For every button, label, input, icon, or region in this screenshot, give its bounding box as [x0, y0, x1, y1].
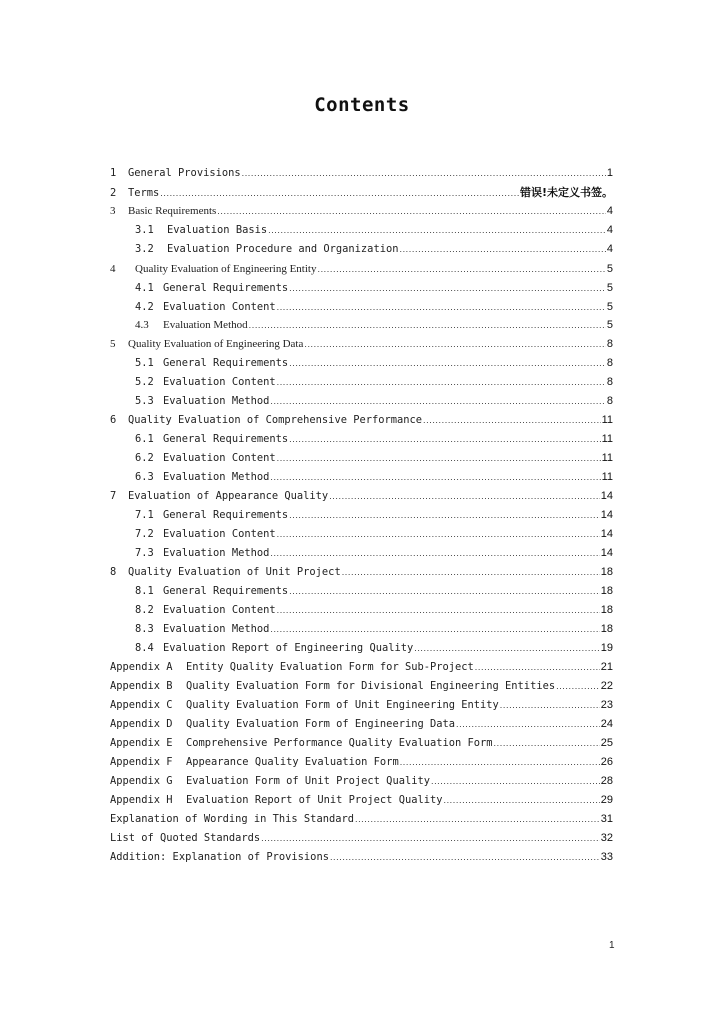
toc-entry-label: [110, 696, 499, 715]
toc-entry-number: 7.2: [135, 528, 154, 540]
toc-entry-label: [110, 487, 328, 506]
toc-entry-title: General Requirements: [163, 585, 289, 597]
toc-leader-dots: [277, 373, 606, 392]
toc-entry-page: 5: [606, 301, 613, 313]
toc-entry[interactable]: [135, 430, 613, 449]
toc-entry[interactable]: [110, 164, 613, 183]
toc-entry-page: 18: [600, 623, 613, 635]
toc-entry-label: [110, 791, 442, 810]
toc-entry-title: Quality Evaluation of Unit Project: [128, 566, 341, 578]
toc-leader-dots: [317, 260, 605, 279]
toc-entry-label: [135, 354, 288, 373]
toc-entry-title: Evaluation Method: [163, 623, 270, 635]
toc-leader-dots: [330, 848, 600, 867]
toc-entry-label: [110, 202, 216, 221]
toc-entry-title: General Requirements: [163, 433, 289, 445]
toc-entry-title: Evaluation Basis: [167, 224, 268, 236]
toc-entry-page: 5: [606, 282, 613, 294]
toc-entry[interactable]: [135, 506, 613, 525]
toc-entry-page: 19: [600, 642, 613, 654]
toc-entry-number: 6.2: [135, 452, 154, 464]
toc-leader-dots: [289, 430, 600, 449]
toc-entry[interactable]: [110, 848, 613, 867]
toc-entry[interactable]: [135, 316, 613, 335]
toc-entry-number: 6.1: [135, 433, 154, 445]
toc-entry-page: 28: [600, 775, 613, 787]
toc-entry-number: 7.3: [135, 547, 154, 559]
toc-entry-page: 11: [601, 433, 613, 445]
toc-leader-dots: [289, 354, 606, 373]
toc-entry[interactable]: [110, 335, 613, 354]
toc-entry-label: [110, 829, 260, 848]
toc-entry-label: [110, 260, 316, 279]
toc-entry-page: 11: [601, 414, 613, 426]
toc-entry-number: 6.3: [135, 471, 154, 483]
toc-entry-page: 4: [606, 205, 613, 217]
toc-entry-label: [110, 184, 159, 203]
toc-entry[interactable]: [110, 696, 613, 715]
toc-entry-number: 4.2: [135, 301, 154, 313]
toc-leader-dots: [277, 449, 601, 468]
toc-entry-title: Evaluation of Appearance Quality: [128, 490, 329, 502]
toc-entry-title: Evaluation Content: [163, 376, 276, 388]
toc-leader-dots: [277, 525, 600, 544]
toc-entry-number: 8.1: [135, 585, 154, 597]
toc-leader-dots: [500, 696, 600, 715]
toc-entry-page: 14: [600, 547, 613, 559]
toc-entry[interactable]: [110, 734, 613, 753]
toc-leader-dots: [494, 734, 600, 753]
toc-entry-label: [110, 164, 241, 183]
toc-entry-page: 33: [600, 851, 613, 863]
toc-leader-dots: [268, 221, 606, 240]
toc-entry[interactable]: [135, 620, 613, 639]
toc-entry-page: 29: [600, 794, 613, 806]
page-number: 1: [609, 940, 615, 951]
toc-leader-dots: [289, 279, 606, 298]
toc-entry[interactable]: [135, 392, 613, 411]
toc-entry-label: [135, 279, 288, 298]
toc-entry-title: General Requirements: [163, 282, 289, 294]
toc-entry[interactable]: [135, 279, 613, 298]
toc-entry-page: 22: [600, 680, 613, 692]
toc-leader-dots: [400, 753, 600, 772]
toc-entry-title: Evaluation Content: [163, 528, 276, 540]
toc-entry-label: [135, 373, 276, 392]
toc-entry-number: 5.3: [135, 395, 154, 407]
toc-entry-label: [135, 392, 269, 411]
toc-leader-dots: [399, 240, 605, 259]
toc-entry-page: 5: [606, 263, 613, 275]
toc-entry-label: [135, 525, 276, 544]
toc-leader-dots: [443, 791, 599, 810]
toc-leader-dots: [242, 164, 606, 183]
toc-entry-title: Quality Evaluation Form of Engineering Data: [186, 718, 455, 730]
toc-entry-label: [135, 298, 276, 317]
toc-entry-number: 2: [110, 187, 117, 199]
toc-entry-title: Comprehensive Performance Quality Evaluation Form: [186, 737, 493, 749]
toc-entry-page: 5: [606, 319, 613, 331]
toc-entry-label: [110, 810, 354, 829]
toc-entry-label: [135, 430, 288, 449]
toc-entry-page: 4: [606, 243, 613, 255]
toc-entry-number: 7: [110, 490, 117, 502]
toc-entry-page: 18: [600, 604, 613, 616]
toc-entry[interactable]: [110, 753, 613, 772]
toc-leader-dots: [270, 544, 599, 563]
toc-entry-label: [110, 753, 399, 772]
toc-entry-page: 1: [606, 167, 613, 179]
toc-leader-dots: [160, 184, 519, 203]
toc-entry[interactable]: [135, 544, 613, 563]
toc-entry-page: 32: [600, 832, 613, 844]
toc-leader-dots: [249, 316, 606, 335]
toc-entry-title: Quality Evaluation of Engineering Data: [128, 338, 304, 350]
toc-entry[interactable]: [135, 525, 613, 544]
toc-entry-number: 3.1: [135, 224, 154, 236]
toc-entry-label: [110, 411, 422, 430]
toc-entry-number: 7.1: [135, 509, 154, 521]
toc-entry-title: General Requirements: [163, 357, 289, 369]
toc-entry-label: [110, 734, 493, 753]
toc-entry-label: [110, 715, 455, 734]
toc-entry-label: [135, 582, 288, 601]
toc-entry[interactable]: [135, 582, 613, 601]
toc-entry-title: Terms: [128, 187, 160, 199]
toc-entry-page: 18: [600, 566, 613, 578]
toc-entry-page: 24: [600, 718, 613, 730]
toc-entry-label: [135, 468, 269, 487]
toc-entry-title: Basic Requirements: [128, 205, 217, 217]
toc-entry-title: Evaluation Form of Unit Project Quality: [186, 775, 430, 787]
toc-entry-page: 8: [606, 338, 613, 350]
toc-entry-page: 23: [600, 699, 613, 711]
toc-entry-page: 18: [600, 585, 613, 597]
toc-entry[interactable]: [135, 468, 613, 487]
toc-entry[interactable]: [110, 677, 613, 696]
toc-entry-title: Quality Evaluation Form of Unit Engineering Entity: [186, 699, 499, 711]
toc-leader-dots: [289, 506, 600, 525]
toc-entry[interactable]: [110, 829, 613, 848]
toc-entry[interactable]: [135, 354, 613, 373]
toc-entry-number: Appendix G: [110, 775, 173, 787]
toc-entry-page: 14: [600, 528, 613, 540]
toc-entry-page: 8: [606, 376, 613, 388]
toc-leader-dots: [475, 658, 600, 677]
toc-entry[interactable]: [135, 298, 613, 317]
toc-entry-number: 8: [110, 566, 117, 578]
toc-entry-page: 8: [606, 357, 613, 369]
toc-entry-number: 3.2: [135, 243, 154, 255]
toc-entry-title: Addition: Explanation of Provisions: [110, 851, 329, 863]
toc-entry-label: [135, 449, 276, 468]
toc-entry-label: [110, 563, 341, 582]
toc-entry-title: Evaluation Content: [163, 604, 276, 616]
toc-entry[interactable]: [135, 601, 613, 620]
toc-leader-dots: [270, 620, 599, 639]
toc-entry-page: 14: [600, 509, 613, 521]
toc-entry-title: Explanation of Wording in This Standard: [110, 813, 354, 825]
toc-entry-number: 6: [110, 414, 117, 426]
toc-entry-label: [110, 772, 430, 791]
toc-entry[interactable]: [110, 487, 613, 506]
toc-entry-title: Quality Evaluation Form for Divisional Engineering Entities: [186, 680, 556, 692]
toc-entry-label: [110, 677, 555, 696]
toc-leader-dots: [431, 772, 600, 791]
toc-leader-dots: [423, 411, 601, 430]
toc-entry-title: Evaluation Report of Unit Project Quality: [186, 794, 443, 806]
toc-entry-label: [135, 240, 398, 259]
toc-entry-title: Evaluation Content: [163, 301, 276, 313]
toc-entry[interactable]: [135, 449, 613, 468]
toc-entry-number: 3: [110, 205, 116, 217]
toc-entry-label: [135, 221, 267, 240]
toc-entry-number: Appendix A: [110, 661, 173, 673]
toc-entry-label: [110, 848, 329, 867]
toc-entry[interactable]: [110, 563, 613, 582]
toc-entry-title: Appearance Quality Evaluation Form: [186, 756, 399, 768]
toc-entry-page: 25: [600, 737, 613, 749]
toc-entry-number: 5.2: [135, 376, 154, 388]
toc-entry-number: Appendix B: [110, 680, 173, 692]
toc-entry-title: Evaluation Content: [163, 452, 276, 464]
toc-entry[interactable]: [110, 810, 613, 829]
toc-entry-number: 4: [110, 263, 116, 275]
toc-entry-title: List of Quoted Standards: [110, 832, 261, 844]
toc-leader-dots: [355, 810, 600, 829]
toc-entry-page: 26: [600, 756, 613, 768]
toc-entry-page: 11: [601, 452, 613, 464]
toc-leader-dots: [270, 468, 600, 487]
toc-entry[interactable]: [135, 639, 613, 658]
toc-entry[interactable]: [110, 183, 613, 202]
toc-entry-title: General Requirements: [163, 509, 289, 521]
toc-entry-page: 14: [600, 490, 613, 502]
toc-entry-title: Quality Evaluation of Engineering Entity: [135, 263, 317, 275]
toc-entry-title: General Provisions: [128, 167, 241, 179]
toc-entry-number: Appendix F: [110, 756, 173, 768]
toc-leader-dots: [270, 392, 606, 411]
toc-entry[interactable]: [135, 240, 613, 259]
toc-entry[interactable]: [110, 772, 613, 791]
toc-entry-label: [135, 316, 248, 335]
toc-leader-dots: [304, 335, 606, 354]
toc-leader-dots: [556, 677, 600, 696]
toc-entry[interactable]: [110, 411, 613, 430]
toc-entry[interactable]: [110, 791, 613, 810]
toc-entry-number: 4.3: [135, 319, 149, 331]
toc-entry-number: 8.2: [135, 604, 154, 616]
toc-entry-number: 5.1: [135, 357, 154, 369]
toc-entry[interactable]: [110, 715, 613, 734]
toc-entry-title: Entity Quality Evaluation Form for Sub-Project: [186, 661, 474, 673]
toc-leader-dots: [277, 298, 606, 317]
toc-leader-dots: [217, 202, 606, 221]
toc-entry-number: Appendix E: [110, 737, 173, 749]
toc-leader-dots: [456, 715, 600, 734]
toc-entry-page: 4: [606, 224, 613, 236]
toc-entry-label: [135, 620, 269, 639]
toc-entry-number: Appendix D: [110, 718, 173, 730]
toc-entry-label: [110, 658, 474, 677]
toc-entry-title: Quality Evaluation of Comprehensive Performance: [128, 414, 423, 426]
toc-entry-label: [135, 506, 288, 525]
page-title: Contents: [314, 94, 410, 116]
toc-leader-dots: [329, 487, 600, 506]
toc-entry-title: Evaluation Report of Engineering Quality: [163, 642, 414, 654]
toc-entry-page: 11: [601, 471, 613, 483]
toc-leader-dots: [289, 582, 600, 601]
toc-entry-title: Evaluation Method: [163, 319, 248, 331]
toc-leader-dots: [342, 563, 600, 582]
toc-entry-label: [135, 601, 276, 620]
toc-entry-title: Evaluation Method: [163, 471, 270, 483]
toc-entry[interactable]: [135, 221, 613, 240]
toc-entry-page: 8: [606, 395, 613, 407]
toc-entry-page: 31: [600, 813, 613, 825]
toc-leader-dots: [277, 601, 600, 620]
toc-entry-number: Appendix C: [110, 699, 173, 711]
toc-entry-label: [110, 335, 303, 354]
toc-entry-page: 21: [600, 661, 613, 673]
toc-entry-page: 错误!未定义书签。: [519, 186, 613, 199]
toc-entry[interactable]: [135, 373, 613, 392]
toc-entry-number: Appendix H: [110, 794, 173, 806]
toc-entry-label: [135, 544, 269, 563]
toc-leader-dots: [414, 639, 600, 658]
toc-entry-title: Evaluation Procedure and Organization: [167, 243, 399, 255]
toc-entry-number: 8.4: [135, 642, 154, 654]
toc-entry-label: [135, 639, 413, 658]
toc-entry-title: Evaluation Method: [163, 395, 270, 407]
toc-leader-dots: [261, 829, 600, 848]
toc-entry-number: 1: [110, 167, 117, 179]
toc-entry[interactable]: [110, 202, 613, 221]
toc-entry-number: 8.3: [135, 623, 154, 635]
toc-entry-number: 4.1: [135, 282, 154, 294]
toc-entry-title: Evaluation Method: [163, 547, 270, 559]
toc-entry[interactable]: [110, 658, 613, 677]
toc-entry[interactable]: [110, 260, 613, 279]
toc-entry-number: 5: [110, 338, 116, 350]
